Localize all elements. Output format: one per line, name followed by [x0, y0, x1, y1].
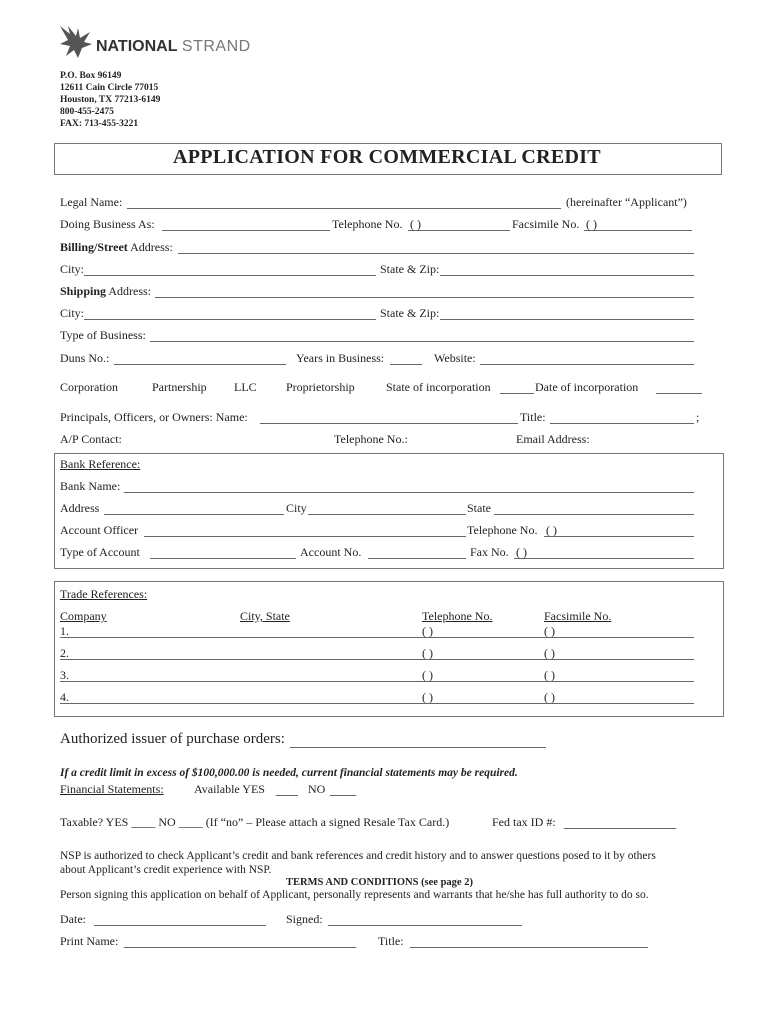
financial-statements-label: Financial Statements: [60, 782, 164, 796]
trade-column-telephone: Telephone No. [422, 609, 493, 623]
bank-address-label: Address [60, 501, 100, 515]
bank-telephone-field[interactable] [544, 536, 694, 537]
entity-corporation[interactable]: Corporation [60, 380, 118, 394]
legal-name-label: Legal Name: [60, 195, 123, 209]
shipping-address-field[interactable] [155, 297, 694, 298]
bank-telephone-area-code: ( ) [546, 523, 557, 537]
principals-name-field[interactable] [260, 423, 518, 424]
address-line: FAX: 713-455-3221 [60, 119, 139, 129]
print-name-label: Print Name: [60, 934, 119, 948]
principal-title-field[interactable] [550, 423, 694, 424]
billing-address-label [60, 240, 173, 255]
trade-row-number: 1. [60, 624, 69, 638]
duns-label: Duns No.: [60, 351, 110, 365]
date-field[interactable] [94, 925, 266, 926]
legal-name-field[interactable] [127, 208, 561, 209]
brand-name [96, 38, 251, 56]
account-no-field[interactable] [368, 558, 466, 559]
state-zip-field[interactable] [440, 275, 694, 276]
facsimile-field[interactable] [584, 230, 692, 231]
type-of-business-label: Type of Business: [60, 328, 146, 342]
entity-proprietorship[interactable]: Proprietorship [286, 380, 355, 394]
authorization-text [60, 849, 656, 877]
trade-row-facsimile: ( ) [544, 624, 555, 638]
shipping-address-label [60, 284, 151, 299]
trade-row-telephone: ( ) [422, 624, 433, 638]
taxable-line: Taxable? YES ____ NO ____ (If “no” – Please attach a signed Resale Tax Card.) [60, 815, 450, 829]
account-officer-field[interactable] [144, 536, 466, 537]
address-line: Houston, TX 77213-6149 [60, 95, 161, 105]
financial-no-field[interactable] [330, 795, 356, 796]
trade-row-telephone: ( ) [422, 646, 433, 660]
bank-name-label: Bank Name: [60, 479, 121, 493]
trade-references-heading: Trade References: [60, 587, 148, 601]
bank-city-label: City [286, 501, 307, 515]
telephone-field[interactable] [408, 230, 510, 231]
fed-tax-id-label: Fed tax ID #: [492, 815, 556, 829]
trade-references-box [54, 581, 724, 717]
financial-yes-field[interactable] [276, 795, 298, 796]
date-of-incorporation-label: Date of incorporation [535, 380, 639, 394]
trade-row-field[interactable] [60, 681, 694, 682]
fed-tax-id-field[interactable] [564, 828, 676, 829]
dba-label: Doing Business As: [60, 217, 155, 231]
principals-semicolon: ; [696, 410, 700, 424]
ap-email-label: Email Address: [516, 432, 590, 446]
years-label: Years in Business: [296, 351, 385, 365]
signed-field[interactable] [328, 925, 522, 926]
print-name-field[interactable] [124, 947, 356, 948]
shipping-state-zip-field[interactable] [440, 319, 694, 320]
trade-row-telephone: ( ) [422, 690, 433, 704]
bank-fax-area-code: ( ) [516, 545, 527, 559]
bank-city-field[interactable] [308, 514, 466, 515]
bank-reference-box [54, 453, 724, 569]
trade-column-city-state: City, State [240, 609, 290, 623]
bank-reference-heading: Bank Reference: [60, 457, 141, 471]
facsimile-area-code: ( ) [586, 217, 597, 231]
bank-state-label: State [467, 501, 491, 515]
authorization-line: about Applicant’s credit experience with NSP. [60, 864, 272, 876]
bank-state-field[interactable] [494, 514, 694, 515]
state-of-incorporation-field[interactable] [500, 393, 534, 394]
brand-name-bold: NATIONAL [96, 38, 178, 55]
authorized-issuer-label: Authorized issuer of purchase orders: [60, 731, 285, 747]
city-label: City: [60, 262, 85, 276]
facsimile-label: Facsimile No. [512, 217, 580, 231]
financial-available-yes[interactable]: Available YES [194, 782, 265, 796]
trade-row-number: 4. [60, 690, 69, 704]
trade-row-facsimile: ( ) [544, 646, 555, 660]
trade-row-facsimile: ( ) [544, 690, 555, 704]
telephone-label: Telephone No. [332, 217, 403, 231]
website-label: Website: [434, 351, 476, 365]
bank-name-field[interactable] [124, 492, 694, 493]
billing-suffix: Address: [127, 240, 173, 254]
brand-name-light: STRAND [181, 38, 251, 55]
credit-limit-note: If a credit limit in excess of $100,000.00 is needed, current financial statements may be required. [60, 767, 518, 779]
state-of-incorporation-label: State of incorporation [386, 380, 491, 394]
account-officer-label: Account Officer [60, 523, 139, 537]
financial-no[interactable]: NO [308, 782, 326, 796]
shipping-state-zip-label: State & Zip: [380, 306, 440, 320]
trade-row-facsimile: ( ) [544, 668, 555, 682]
billing-bold: Billing/Street [60, 240, 128, 254]
shipping-city-field[interactable] [84, 319, 376, 320]
entity-llc[interactable]: LLC [234, 380, 257, 394]
signature-title-field[interactable] [410, 947, 648, 948]
account-no-label: Account No. [300, 545, 362, 559]
trade-row-telephone: ( ) [422, 668, 433, 682]
hereinafter-text: (hereinafter “Applicant”) [566, 195, 687, 209]
trade-column-company: Company [60, 609, 107, 623]
state-zip-label: State & Zip: [380, 262, 440, 276]
type-of-account-field[interactable] [150, 558, 296, 559]
shipping-suffix: Address: [106, 284, 152, 298]
ap-telephone-label: Telephone No.: [334, 432, 408, 446]
trade-row-number: 2. [60, 646, 69, 660]
eagle-logo-icon [56, 22, 96, 62]
city-field[interactable] [84, 275, 376, 276]
duns-field[interactable] [114, 364, 286, 365]
principals-label: Principals, Officers, or Owners: Name: [60, 410, 248, 424]
trade-row-field[interactable] [60, 637, 694, 638]
trade-column-facsimile: Facsimile No. [544, 609, 612, 623]
bank-fax-label: Fax No. [470, 545, 509, 559]
authorized-issuer-field[interactable] [290, 747, 546, 748]
years-field[interactable] [390, 364, 422, 365]
type-of-business-field[interactable] [150, 341, 694, 342]
trade-row-field[interactable] [60, 703, 694, 704]
signed-label: Signed: [286, 912, 323, 926]
trade-row-number: 3. [60, 668, 69, 682]
person-signing-text: Person signing this application on behalf of Applicant, personally represents and warrants that he/she has full authority to do so. [60, 889, 649, 901]
trade-row-field[interactable] [60, 659, 694, 660]
address-line: 800-455-2475 [60, 107, 114, 117]
bank-address-field[interactable] [104, 514, 284, 515]
page-title: APPLICATION FOR COMMERCIAL CREDIT [173, 146, 601, 168]
ap-contact-label: A/P Contact: [60, 432, 122, 446]
shipping-bold: Shipping [60, 284, 107, 298]
shipping-city-label: City: [60, 306, 85, 320]
type-of-account-label: Type of Account [60, 545, 140, 559]
telephone-area-code: ( ) [410, 217, 421, 231]
bank-fax-field[interactable] [514, 558, 694, 559]
address-line: P.O. Box 96149 [60, 71, 122, 81]
date-of-incorporation-field[interactable] [656, 393, 702, 394]
date-label: Date: [60, 912, 86, 926]
terms-and-conditions-link[interactable]: TERMS AND CONDITIONS (see page 2) [286, 877, 473, 888]
address-line: 12611 Cain Circle 77015 [60, 83, 159, 93]
website-field[interactable] [480, 364, 694, 365]
billing-address-field[interactable] [178, 253, 694, 254]
company-address [60, 70, 160, 130]
principal-title-label: Title: [520, 410, 546, 424]
authorization-line: NSP is authorized to check Applicant’s credit and bank references and credit history and to answer questions posed to it by others [60, 850, 656, 862]
signature-title-label: Title: [378, 934, 404, 948]
bank-telephone-label: Telephone No. [467, 523, 538, 537]
entity-partnership[interactable]: Partnership [152, 380, 207, 394]
dba-field[interactable] [162, 230, 330, 231]
